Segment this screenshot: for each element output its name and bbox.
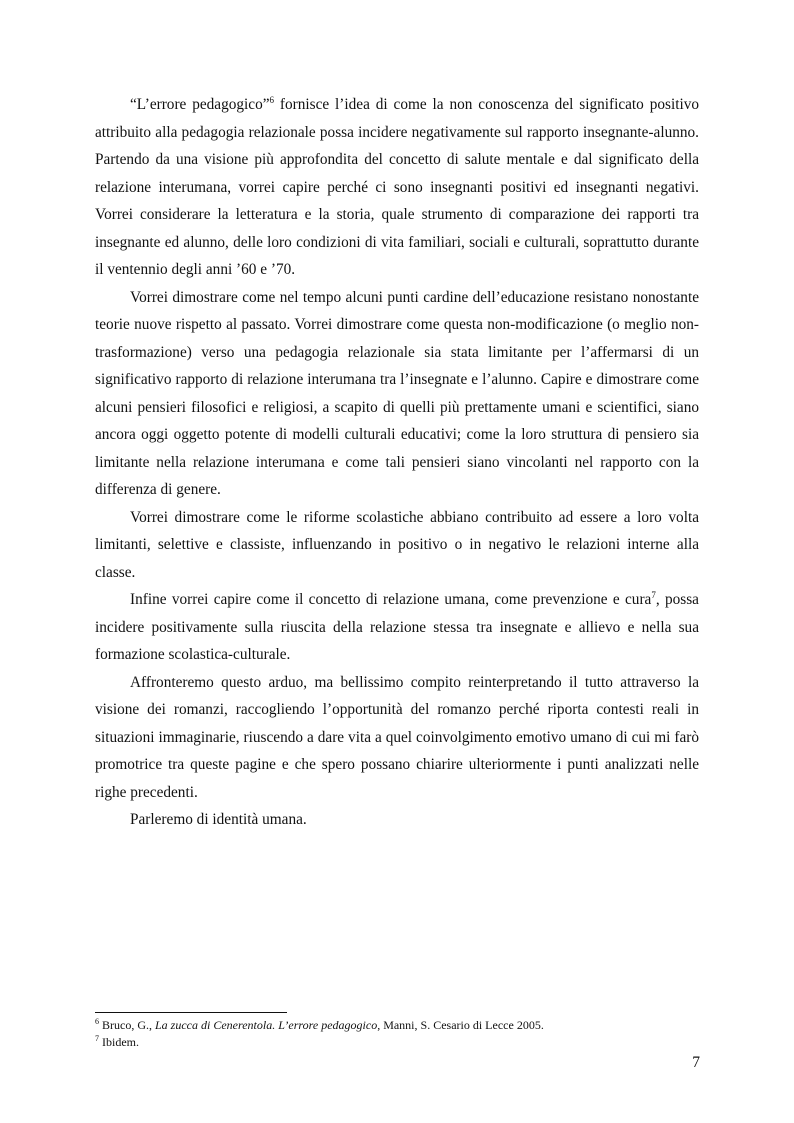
page-number: 7 bbox=[692, 1054, 700, 1071]
paragraph-6: Parleremo di identità umana. bbox=[130, 811, 307, 828]
paragraph-5: Affronteremo questo arduo, ma bellissimo compito reinterpretando il tutto attraverso la visione dei romanzi, raccogliendo l’opportunità del romanzo perché riporta contesti reali in situazioni immaginarie, riuscendo a dare vita a quel coinvolgimento emotivo umano di cui mi farò promotrice tra queste pagine e che spero possano chiarire ulteriormente i punti analizzati nelle righe precedenti. bbox=[95, 673, 699, 801]
footnote-number: 6 bbox=[95, 1017, 99, 1026]
paragraph-4 bbox=[95, 586, 699, 669]
paragraph-1-rest: fornisce l’idea di come la non conoscenza del significato positivo attribuito alla pedagogia relazionale possa incidere negativamente sul rapporto insegnante-alunno. Partendo da una visione più approfondita del concetto di salute mentale e dal significato della relazione interumana, vorrei capire perché ci sono insegnanti positivi ed insegnanti negativi. Vorrei considerare la letteratura e la storia, quale strumento di comparazione dei rapporti tra insegnante ed alunno, delle loro condizioni di vita familiari, sociali e culturali, soprattutto durante il ventennio degli anni ’60 e ’70. bbox=[95, 96, 699, 278]
paragraph-1-lead: “L’errore pedagogico” bbox=[130, 96, 270, 113]
footnote-text: Bruco, G., bbox=[99, 1018, 155, 1032]
paragraph-4-rest: , possa incidere positivamente sulla riuscita della relazione stessa tra insegnate e allievo e nella sua formazione scolastica-culturale. bbox=[95, 591, 699, 663]
paragraph-1 bbox=[95, 91, 699, 284]
footnote-ref-7[interactable]: 7 bbox=[651, 589, 656, 600]
footnote-text: Ibidem. bbox=[99, 1035, 139, 1049]
footnote-ref-6[interactable]: 6 bbox=[269, 94, 275, 105]
footnote-book-title: La zucca di Cenerentola. L’errore pedagogico bbox=[155, 1018, 378, 1032]
footnote-7 bbox=[95, 1034, 699, 1051]
footnote-6 bbox=[95, 1017, 699, 1034]
footnote-text: , Manni, S. Cesario di Lecce 2005. bbox=[377, 1018, 544, 1032]
body-text bbox=[95, 91, 699, 834]
footnotes bbox=[95, 1017, 699, 1051]
footnote-divider bbox=[95, 1012, 287, 1013]
footnote-number: 7 bbox=[95, 1034, 99, 1043]
paragraph-2: Vorrei dimostrare come nel tempo alcuni punti cardine dell’educazione resistano nonostante teorie nuove rispetto al passato. Vorrei dimostrare come questa non-modificazione (o meglio non-trasformazione) verso una pedagogia relazionale sia stata limitante per l’affermarsi di un significativo rapporto di relazione interumana tra l’insegnate e l’alunno. Capire e dimostrare come alcuni pensieri filosofici e religiosi, a scapito di quelli più prettamente umani e scientifici, siano ancora oggi oggetto potente di modelli culturali educativi; come la loro struttura di pensiero sia limitante nella relazione interumana e come tali pensieri siano vincolanti nel rapporto con la differenza di genere. bbox=[95, 288, 699, 498]
paragraph-3: Vorrei dimostrare come le riforme scolastiche abbiano contribuito ad essere a loro volta limitanti, selettive e classiste, influenzando in positivo o in negativo le relazioni interne alla classe. bbox=[95, 508, 699, 581]
paragraph-4-lead: Infine vorrei capire come il concetto di relazione umana, come prevenzione e cura bbox=[130, 591, 652, 608]
